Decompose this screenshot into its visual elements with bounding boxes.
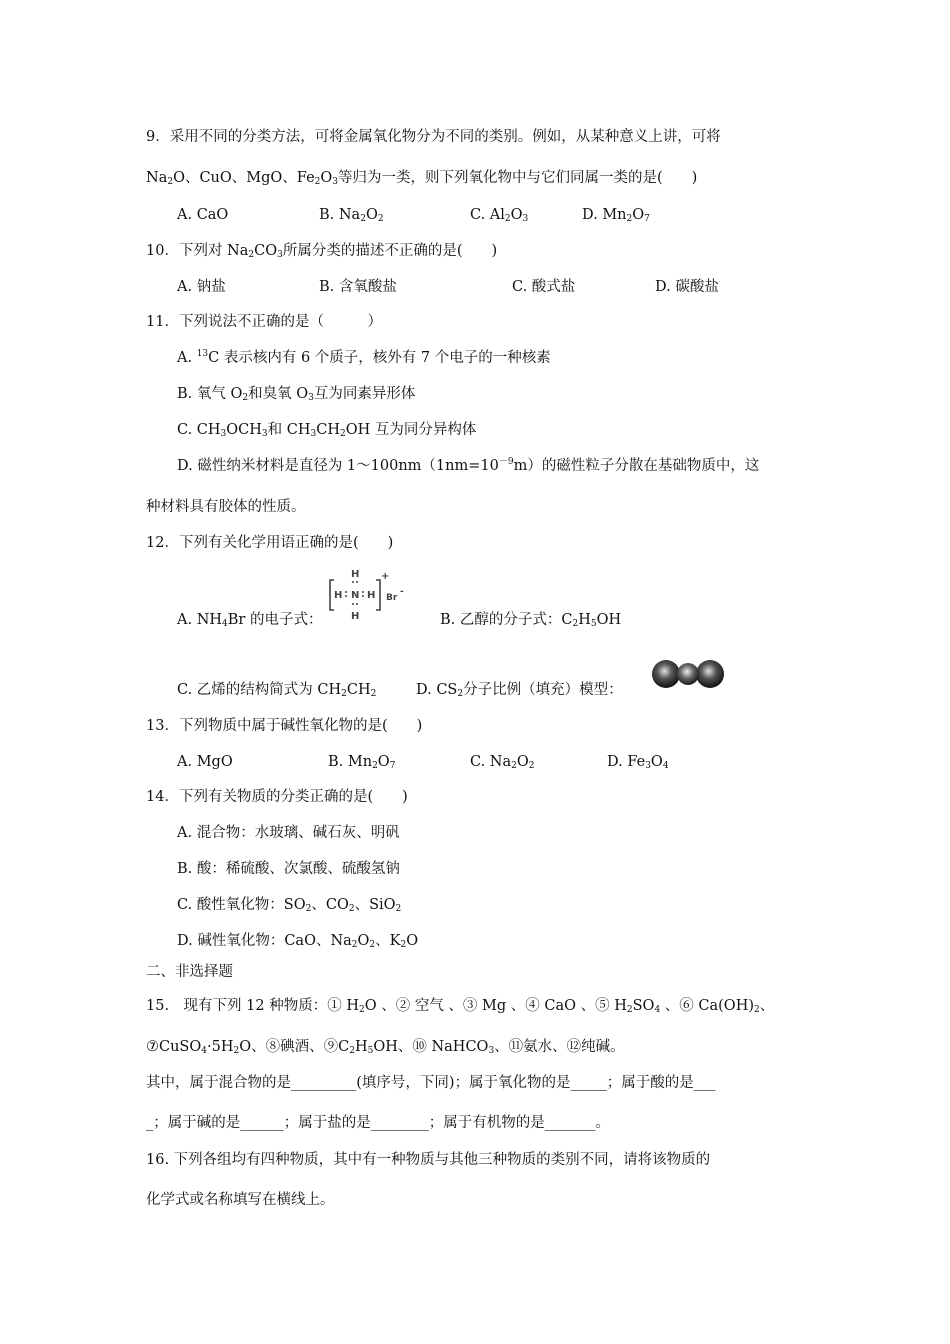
q15-blanks-line2: _；属于碱的是______；属于盐的是________；属于有机物的是_______。 [146, 1115, 610, 1131]
section-heading: 二、非选择题 [146, 964, 233, 980]
q14-stem: 14．下列有关物质的分类正确的是( ) [146, 789, 408, 805]
q14-option-c: C. 酸性氧化物：$SO_2$、$CO_2$、SiO$_2$ [177, 897, 402, 914]
lewis-h-right: H [367, 590, 376, 601]
q9-stem-line1: 9．采用不同的分类方法，可将金属氧化物分为不同的类别。例如，从某种意义上讲，可将 [146, 129, 721, 145]
q12-stem: 12．下列有关化学用语正确的是( ) [146, 535, 394, 551]
q10-stem: 10．下列对 $Na_2CO_3$所属分类的描述不正确的是( ) [146, 243, 498, 260]
q9-option-d: D. $Mn_2O_7$ [582, 207, 650, 224]
q10-option-a: A. 钠盐 [177, 279, 226, 295]
lewis-plus: + [381, 571, 390, 582]
cs2-space-filling-model-image [651, 654, 725, 694]
q15-stem-line2: $⑦CuSO_4\cdot 5H_2O$、⑧碘酒、$⑨C_2H_5OH$、⑩ NaHCO$_3$、⑪氨水、⑫纯碱。 [146, 1039, 625, 1056]
q9-stem-line2: $Na_2O$、CuO、MgO、$Fe_2O_3$等归为一类，则下列氧化物中与它们同属一类的是( ) [146, 170, 698, 187]
q12-option-b: B. 乙醇的分子式：$C_2H_5OH$ [440, 612, 622, 629]
q13-stem: 13．下列物质中属于碱性氧化物的是( ) [146, 718, 423, 734]
q11-option-d: D. 磁性纳米材料是直径为 $1\sim 100nm(1nm=10^{-9}m)$的磁性粒子分散在基础物质中，这 [177, 457, 760, 474]
q11-option-a: A. $^{13}$C 表示核内有 6 个质子，核外有 7 个电子的一种核素 [177, 349, 551, 366]
q9-option-b: B. $Na_2O_2$ [319, 207, 384, 224]
q9-option-a: A. CaO [177, 207, 229, 223]
q12-option-c: C. 乙烯的结构简式为 $CH_2CH_2$ [177, 682, 377, 699]
q14-option-d: D. 碱性氧化物：CaO、$Na_2O_2$、$K_2O$ [177, 933, 419, 950]
q11-option-d-continued: 种材料具有胶体的性质。 [146, 499, 306, 515]
q12-option-a: A. $NH_4Br$ 的电子式： [177, 612, 323, 629]
q16-stem-line1: 16. 下列各组均有四种物质，其中有一种物质与其他三种物质的类别不同，请将该物质的 [146, 1152, 711, 1168]
q11-stem: 11．下列说法不正确的是（ ） [146, 314, 382, 330]
q10-option-c: C. 酸式盐 [512, 279, 576, 295]
q10-option-b: B. 含氧酸盐 [319, 279, 397, 295]
q11-option-b: B. 氧气 $O_2$和臭氧 $O_3$互为同素异形体 [177, 386, 416, 403]
q15-stem-line1: 15. 现有下列 12 种物质：① $H_2O$ 、② 空气 、③ Mg 、④ CaO 、⑤ $H_2SO_4$ 、⑥ $Ca(OH)_2$、 [146, 998, 775, 1015]
lewis-h-top: H [351, 569, 360, 580]
q10-option-d: D. 碳酸盐 [655, 279, 719, 295]
lewis-h-left: H [334, 590, 343, 601]
q9-option-c: C. $Al_2O_3$ [470, 207, 529, 224]
lewis-n: N [351, 590, 360, 601]
nh4br-electron-formula-image [318, 566, 408, 622]
q16-stem-line2: 化学式或名称填写在横线上。 [146, 1192, 335, 1208]
lewis-minus: - [400, 587, 404, 597]
q13-option-b: B. $Mn_2O_7$ [328, 754, 396, 771]
q13-option-a: A. MgO [177, 754, 233, 770]
lewis-br: Br [386, 593, 398, 603]
q15-blanks-line1: 其中，属于混合物的是_________(填序号，下同)；属于氧化物的是_____；属于酸的是___ [146, 1075, 716, 1091]
q14-option-b: B. 酸：稀硫酸、次氯酸、硫酸氢钠 [177, 861, 400, 877]
lewis-h-bottom: H [351, 611, 360, 622]
q12-option-d: D. $CS_2$分子比例（填充）模型： [416, 682, 623, 699]
q13-option-d: D. $Fe_3O_4$ [607, 754, 669, 771]
q11-option-c: C. $CH_3OCH_3$和 $CH_3CH_2OH$ 互为同分异构体 [177, 422, 477, 439]
q13-option-c: C. $Na_2O_2$ [470, 754, 535, 771]
q14-option-a: A. 混合物：水玻璃、碱石灰、明矾 [177, 825, 400, 841]
